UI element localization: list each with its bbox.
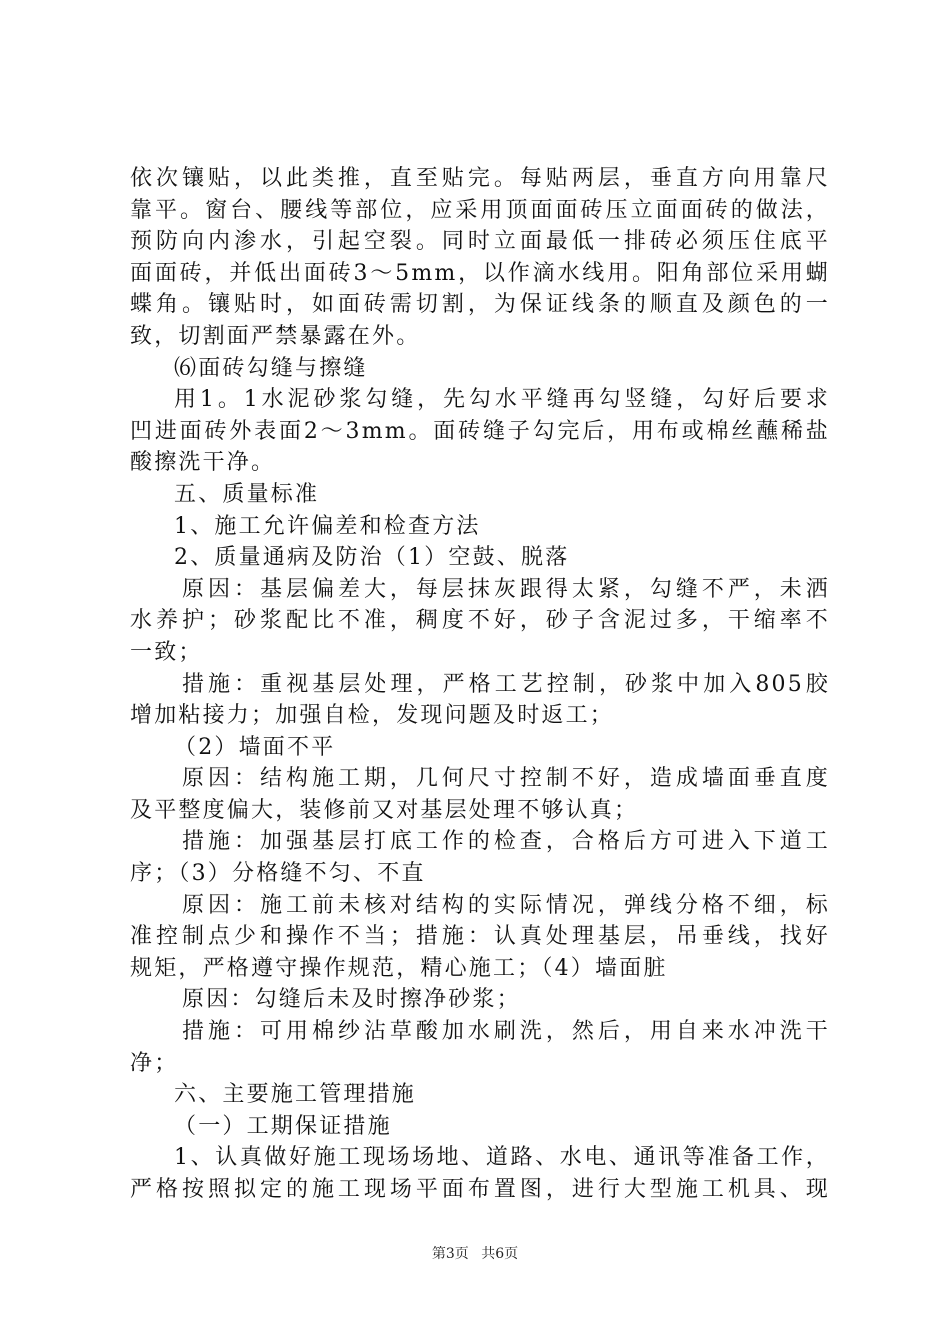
text-line: 用1。1水泥砂浆勾缝，先勾水平缝再勾竖缝，勾好后要求 (174, 387, 830, 413)
text-line: 及平整度偏大，装修前又对基层处理不够认真； (130, 797, 639, 823)
text-line: 酸擦洗干净。 (130, 450, 276, 476)
text-line: 依次镶贴，以此类推，直至贴完。每贴两层，垂直方向用靠尺 (130, 166, 830, 191)
text-line: 原因：勾缝后未及时擦净砂浆； (182, 987, 521, 1013)
document-body (130, 163, 830, 1206)
text-line: 致，切割面严禁暴露在外。 (130, 323, 421, 349)
text-line: 措施：加强基层打底工作的检查，合格后方可进入下道工 (182, 829, 830, 855)
page-number: 第3页 (431, 1246, 469, 1262)
text-line: 靠平。窗台、腰线等部位，应采用顶面面砖压立面面砖的做法， (130, 197, 830, 223)
text-line: （2）墙面不平 (174, 734, 336, 760)
text-line: 水养护；砂浆配比不准，稠度不好，砂子含泥过多，干缩率不 (130, 608, 830, 634)
text-line: 预防向内渗水，引起空裂。同时立面最低一排砖必须压住底平 (130, 229, 830, 255)
text-line: 措施：重视基层处理，严格工艺控制，砂浆中加入805胶 (182, 671, 830, 697)
text-line: 增加粘接力；加强自检，发现问题及时返工； (130, 703, 615, 729)
text-line: （一）工期保证措施 (174, 1113, 392, 1139)
text-line: 蝶角。镶贴时，如面砖需切割，为保证线条的顺直及颜色的一 (130, 292, 830, 318)
text-line: ⑹面砖勾缝与擦缝 (174, 355, 368, 381)
text-line: 准控制点少和操作不当；措施：认真处理基层，吊垂线，找好 (130, 924, 830, 950)
text-line: 严格按照拟定的施工现场平面布置图，进行大型施工机具、现 (130, 1177, 830, 1202)
text-line: 序；（3）分格缝不匀、不直 (130, 861, 426, 887)
text-line: 原因：基层偏差大，每层抹灰跟得太紧，勾缝不严，未洒 (182, 576, 830, 602)
text-line: 凹进面砖外表面2～3mm。面砖缝子勾完后，用布或棉丝蘸稀盐 (130, 418, 830, 444)
text-line: 原因：施工前未核对结构的实际情况，弹线分格不细，标 (182, 892, 830, 918)
text-line: 面面砖，并低出面砖3～5mm，以作滴水线用。阳角部位采用蝴 (130, 260, 830, 286)
text-line: 2、质量通病及防治（1）空鼓、脱落 (174, 545, 570, 571)
page-total: 共6页 (481, 1246, 519, 1262)
text-line: 一致； (130, 639, 203, 665)
text-line: 净； (130, 1050, 179, 1076)
text-line: 六、主要施工管理措施 (174, 1082, 417, 1108)
text-line: 原因：结构施工期，几何尺寸控制不好，造成墙面垂直度 (182, 766, 830, 792)
page-footer (0, 1244, 950, 1264)
text-line: 1、认真做好施工现场场地、道路、水电、通讯等准备工作， (174, 1145, 830, 1171)
text-line: 五、质量标准 (174, 481, 320, 507)
text-line: 1、施工允许偏差和检查方法 (174, 513, 481, 539)
text-line: 规矩，严格遵守操作规范，精心施工；（4）墙面脏 (130, 955, 668, 981)
text-line: 措施：可用棉纱沾草酸加水刷洗，然后，用自来水冲洗干 (182, 1019, 830, 1045)
